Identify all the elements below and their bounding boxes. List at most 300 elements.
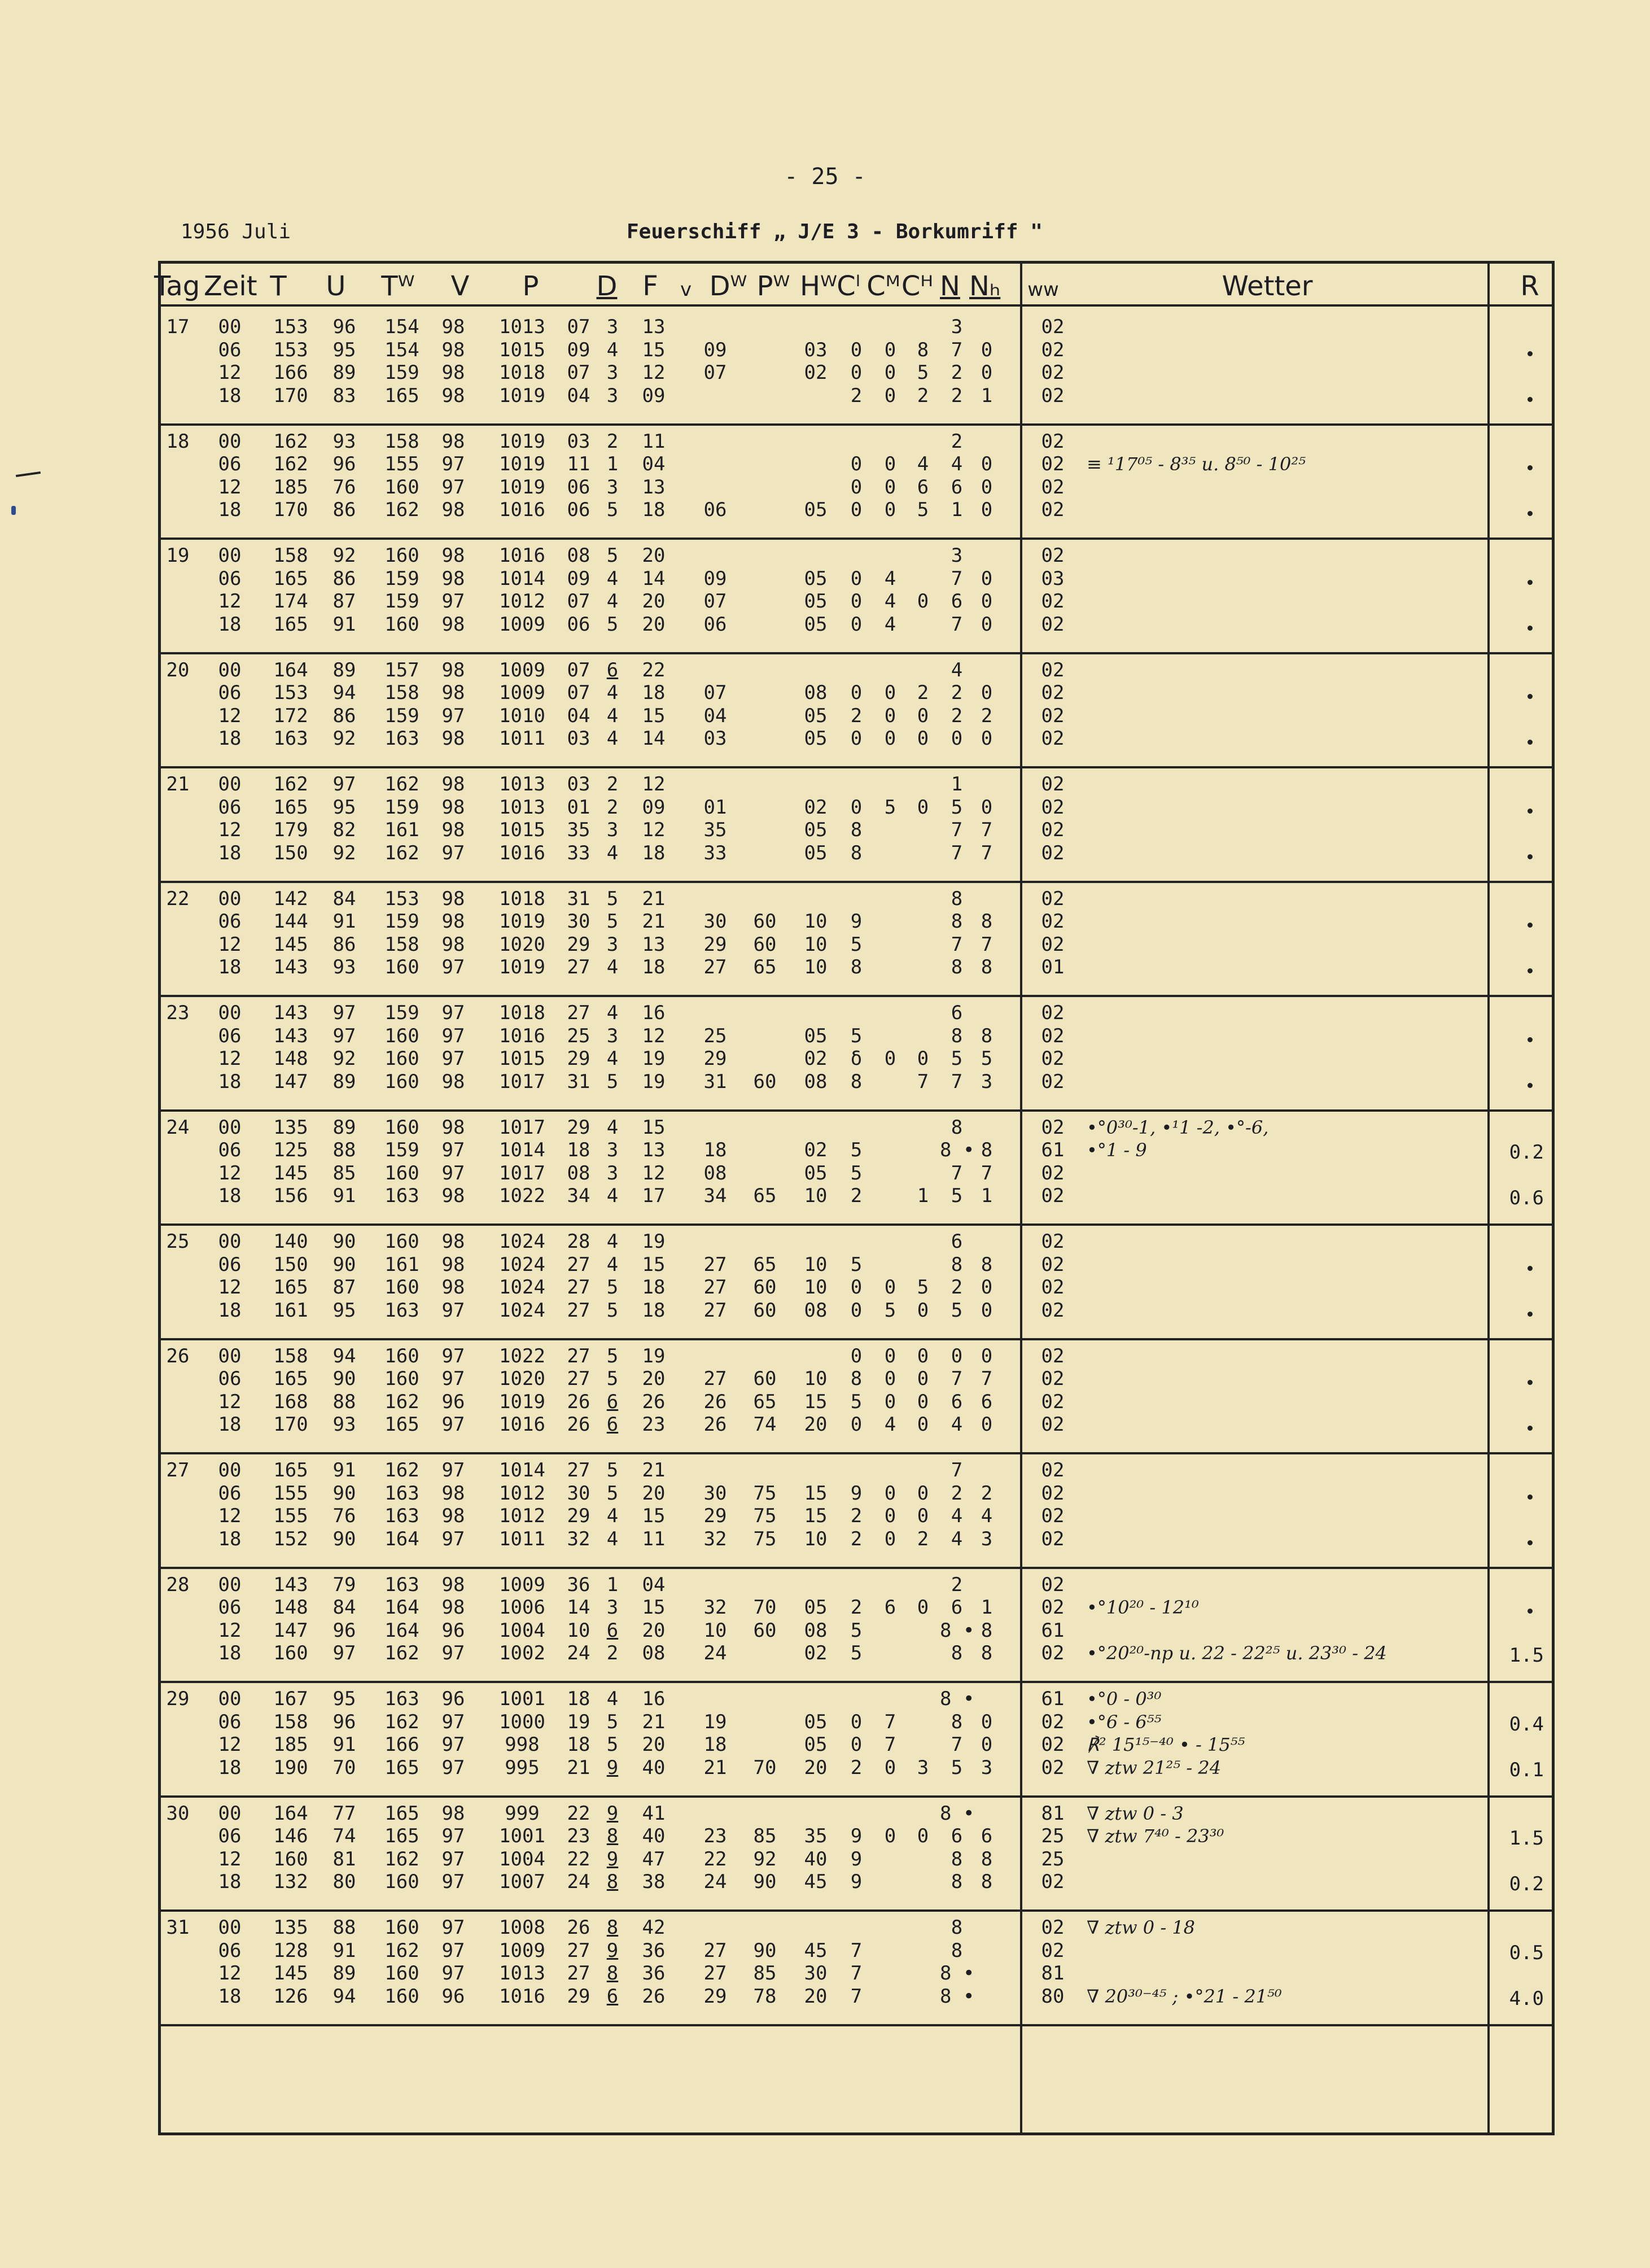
- cell-dw: 04: [703, 704, 727, 727]
- cell-tw: 163: [384, 1573, 419, 1596]
- cell-n: 8 •: [940, 1688, 975, 1710]
- cell-ww: 02: [1041, 338, 1065, 361]
- cell-ch: 0: [917, 1413, 929, 1436]
- cell-ww: 02: [1041, 1024, 1065, 1047]
- cell-p: 1014: [499, 1139, 545, 1161]
- cell-cl: 0: [850, 453, 863, 475]
- cell-t: 185: [273, 475, 308, 499]
- cell-u: 86: [332, 499, 356, 521]
- cell-ww: 01: [1041, 956, 1065, 978]
- cell-cl: 0: [850, 1299, 863, 1322]
- cell-p: 1017: [499, 1116, 545, 1139]
- cell-ww: 02: [1041, 1413, 1065, 1436]
- cell-v: 98: [441, 316, 465, 338]
- weather-remark: ≡ ¹17⁰⁵ - 8³⁵ u. 8⁵⁰ - 10²⁵: [1087, 453, 1306, 475]
- day-number: 29: [166, 1688, 190, 1710]
- cell-v: 98: [441, 567, 465, 590]
- cell-zeit: 18: [218, 384, 242, 407]
- cell-f: 5: [606, 1070, 619, 1093]
- precip-trace-dot: [1528, 351, 1533, 356]
- cell-f: 4: [606, 1527, 619, 1550]
- cell-tw: 162: [384, 499, 419, 521]
- cell-u: 85: [332, 1161, 356, 1185]
- cell-n: 8: [951, 1253, 963, 1276]
- cell-vknots: 15: [642, 1505, 666, 1527]
- cell-v: 96: [441, 1619, 465, 1642]
- cell-tw: 164: [384, 1619, 419, 1642]
- cell-zeit: 00: [218, 1459, 242, 1482]
- col-header-pw: Pᵂ: [756, 270, 790, 302]
- cell-ww: 02: [1041, 1596, 1065, 1619]
- cell-d: 27: [567, 956, 590, 978]
- cell-cm: 6: [884, 1596, 896, 1619]
- cell-hw: 08: [804, 681, 828, 704]
- cell-zeit: 06: [218, 567, 242, 590]
- precip-value: 0.2: [1509, 1873, 1544, 1895]
- cell-f: 5: [606, 613, 619, 636]
- cell-cl: 7: [850, 1939, 863, 1962]
- precip-trace-dot: [1528, 397, 1533, 402]
- cell-ww: 02: [1041, 841, 1065, 864]
- cell-v: 97: [441, 1962, 465, 1985]
- cell-dw: 26: [703, 1413, 727, 1436]
- cell-ch: 0: [917, 1825, 929, 1847]
- cell-cl: 5: [850, 1642, 863, 1664]
- cell-cl: 2: [850, 384, 863, 407]
- cell-t: 147: [273, 1619, 308, 1642]
- precip-trace-dot: [1528, 580, 1533, 585]
- cell-t: 135: [273, 1116, 308, 1139]
- cell-ww: 61: [1041, 1619, 1065, 1642]
- cell-ww: 02: [1041, 1756, 1065, 1779]
- cell-pw: 60: [753, 933, 777, 956]
- cell-d: 29: [567, 1116, 590, 1139]
- cell-n: 3: [951, 544, 963, 567]
- cell-d: 35: [567, 819, 590, 841]
- cell-vknots: 18: [642, 499, 666, 521]
- cell-d: 27: [567, 1939, 590, 1962]
- day-separator: [161, 1223, 1552, 1226]
- cell-dw: 10: [703, 1619, 727, 1642]
- cell-vknots: 15: [642, 338, 666, 361]
- cell-t: 135: [273, 1916, 308, 1939]
- cell-v: 98: [441, 1185, 465, 1207]
- cell-ww: 02: [1041, 1939, 1065, 1962]
- cell-p: 1022: [499, 1344, 545, 1367]
- precip-trace-dot: [1528, 1312, 1533, 1317]
- cell-hw: 10: [804, 1253, 828, 1276]
- cell-f: 4: [606, 1185, 619, 1207]
- cell-ww: 02: [1041, 430, 1065, 453]
- cell-f: 2: [606, 773, 619, 796]
- cell-f: 3: [606, 933, 619, 956]
- cell-u: 86: [332, 933, 356, 956]
- cell-cm: 0: [884, 1482, 896, 1505]
- precip-value: 4.0: [1509, 1987, 1544, 2010]
- cell-hw: 15: [804, 1390, 828, 1413]
- cell-zeit: 06: [218, 1596, 242, 1619]
- cell-pw: 65: [753, 1390, 777, 1413]
- day-number: 17: [166, 316, 190, 338]
- cell-d: 27: [567, 1002, 590, 1024]
- cell-u: 86: [332, 567, 356, 590]
- cell-hw: 35: [804, 1825, 828, 1847]
- cell-f: 1: [606, 453, 619, 475]
- precip-trace-dot: [1528, 1540, 1533, 1545]
- cell-tw: 160: [384, 1962, 419, 1985]
- column-divider-ww: [1020, 264, 1022, 2132]
- cell-ww: 02: [1041, 887, 1065, 910]
- cell-v: 97: [441, 1344, 465, 1367]
- cell-ww: 02: [1041, 910, 1065, 933]
- cell-ch: 2: [917, 1527, 929, 1550]
- cell-v: 96: [441, 1985, 465, 2008]
- cell-pw: 85: [753, 1962, 777, 1985]
- cell-d: 09: [567, 338, 590, 361]
- cell-ww: 25: [1041, 1825, 1065, 1847]
- cell-v: 98: [441, 910, 465, 933]
- cell-n: 2: [951, 430, 963, 453]
- cell-zeit: 18: [218, 1985, 242, 2008]
- cell-vknots: 36: [642, 1962, 666, 1985]
- cell-cl: 0: [850, 681, 863, 704]
- cell-ch: 2: [917, 384, 929, 407]
- cell-p: 1019: [499, 956, 545, 978]
- cell-tw: 160: [384, 613, 419, 636]
- cell-u: 95: [332, 1299, 356, 1322]
- cell-d: 07: [567, 681, 590, 704]
- precip-value: 1.5: [1509, 1644, 1544, 1667]
- cell-p: 1024: [499, 1253, 545, 1276]
- cell-cm: 7: [884, 1733, 896, 1756]
- cell-cl: 0: [850, 613, 863, 636]
- cell-vknots: 15: [642, 1596, 666, 1619]
- cell-cm: 0: [884, 1825, 896, 1847]
- cell-cm: 0: [884, 338, 896, 361]
- cell-vknots: 40: [642, 1825, 666, 1847]
- cell-v: 98: [441, 658, 465, 681]
- cell-cl: 2: [850, 1756, 863, 1779]
- cell-dw: 06: [703, 499, 727, 521]
- cell-t: 153: [273, 338, 308, 361]
- cell-zeit: 12: [218, 361, 242, 384]
- cell-zeit: 06: [218, 338, 242, 361]
- cell-t: 140: [273, 1230, 308, 1253]
- cell-vknots: 04: [642, 1573, 666, 1596]
- cell-dw: 18: [703, 1139, 727, 1161]
- cell-vknots: 42: [642, 1916, 666, 1939]
- cell-tw: 163: [384, 727, 419, 750]
- cell-f: 6: [606, 1413, 619, 1436]
- cell-ww: 02: [1041, 1116, 1065, 1139]
- cell-t: 148: [273, 1047, 308, 1070]
- day-number: 23: [166, 1002, 190, 1024]
- cell-p: 1015: [499, 1047, 545, 1070]
- cell-zeit: 00: [218, 1688, 242, 1710]
- cell-n: 7: [951, 819, 963, 841]
- cell-p: 1012: [499, 1505, 545, 1527]
- cell-u: 96: [332, 1619, 356, 1642]
- cell-nh: 0: [981, 1413, 993, 1436]
- precip-trace-dot: [1528, 854, 1533, 859]
- cell-u: 89: [332, 1116, 356, 1139]
- cell-u: 80: [332, 1871, 356, 1893]
- cell-ww: 80: [1041, 1985, 1065, 2008]
- cell-v: 98: [441, 1596, 465, 1619]
- cell-zeit: 12: [218, 475, 242, 499]
- cell-cm: 5: [884, 796, 896, 819]
- cell-u: 88: [332, 1139, 356, 1161]
- cell-dw: 27: [703, 1939, 727, 1962]
- cell-zeit: 12: [218, 1390, 242, 1413]
- cell-tw: 162: [384, 1459, 419, 1482]
- cell-nh: 3: [981, 1070, 993, 1093]
- cell-dw: 27: [703, 1253, 727, 1276]
- cell-vknots: 13: [642, 1139, 666, 1161]
- cell-n: 8: [951, 956, 963, 978]
- cell-ww: 03: [1041, 567, 1065, 590]
- cell-f: 2: [606, 796, 619, 819]
- cell-ww: 02: [1041, 1527, 1065, 1550]
- cell-d: 14: [567, 1596, 590, 1619]
- cell-v: 97: [441, 1413, 465, 1436]
- cell-u: 93: [332, 956, 356, 978]
- cell-u: 91: [332, 1939, 356, 1962]
- cell-dw: 08: [703, 1161, 727, 1185]
- weather-remark: •°10²⁰ - 12¹⁰: [1087, 1597, 1199, 1618]
- cell-p: 1008: [499, 1916, 545, 1939]
- col-header-ww: ww: [1027, 278, 1059, 301]
- day-separator: [161, 1681, 1552, 1683]
- cell-ww: 02: [1041, 933, 1065, 956]
- cell-ww: 02: [1041, 1344, 1065, 1367]
- cell-cl: 2: [850, 704, 863, 727]
- cell-v: 98: [441, 1276, 465, 1299]
- cell-p: 1015: [499, 819, 545, 841]
- cell-cm: 0: [884, 704, 896, 727]
- cell-p: 1016: [499, 1024, 545, 1047]
- cell-d: 27: [567, 1299, 590, 1322]
- cell-cl: 7: [850, 1985, 863, 2008]
- cell-vknots: 14: [642, 567, 666, 590]
- cell-tw: 158: [384, 430, 419, 453]
- cell-cl: 8: [850, 819, 863, 841]
- cell-f: 5: [606, 1344, 619, 1367]
- precip-trace-dot: [1528, 1266, 1533, 1271]
- cell-zeit: 06: [218, 1710, 242, 1733]
- col-header-zeit: Zeit: [204, 270, 257, 302]
- precip-value: 0.1: [1509, 1758, 1544, 1781]
- cell-f: 4: [606, 1253, 619, 1276]
- cell-ww: 02: [1041, 1505, 1065, 1527]
- cell-cl: 5: [850, 1619, 863, 1642]
- cell-f: 3: [606, 819, 619, 841]
- cell-zeit: 12: [218, 1047, 242, 1070]
- cell-d: 07: [567, 658, 590, 681]
- cell-v: 98: [441, 1802, 465, 1825]
- cell-ch: 0: [917, 1390, 929, 1413]
- cell-v: 97: [441, 841, 465, 864]
- cell-zeit: 12: [218, 704, 242, 727]
- cell-pw: 85: [753, 1825, 777, 1847]
- cell-f: 3: [606, 1139, 619, 1161]
- cell-cl: 2: [850, 1505, 863, 1527]
- cell-v: 97: [441, 1299, 465, 1322]
- precip-trace-dot: [1528, 1609, 1533, 1614]
- precip-trace-dot: [1528, 1494, 1533, 1500]
- weather-remark: ∇ ztw 7⁴⁰ - 23³⁰: [1087, 1825, 1224, 1847]
- cell-v: 97: [441, 1710, 465, 1733]
- col-header-wetter: Wetter: [1222, 270, 1313, 302]
- cell-f: 8: [606, 1916, 619, 1939]
- cell-cl: 0: [850, 1344, 863, 1367]
- cell-ww: 02: [1041, 361, 1065, 384]
- cell-tw: 160: [384, 1161, 419, 1185]
- cell-nh: 0: [981, 1733, 993, 1756]
- cell-tw: 162: [384, 1390, 419, 1413]
- precip-trace-dot: [1528, 626, 1533, 631]
- cell-cm: 0: [884, 361, 896, 384]
- cell-ww: 02: [1041, 1047, 1065, 1070]
- cell-n: 6: [951, 1825, 963, 1847]
- cell-ww: 02: [1041, 384, 1065, 407]
- cell-ww: 02: [1041, 590, 1065, 613]
- cell-tw: 165: [384, 1756, 419, 1779]
- cell-cl: 0: [850, 338, 863, 361]
- cell-p: 999: [505, 1802, 540, 1825]
- cell-nh: 0: [981, 567, 993, 590]
- day-number: 27: [166, 1459, 190, 1482]
- weather-remark: ∇ ztw 0 - 18: [1087, 1917, 1196, 1938]
- cell-zeit: 00: [218, 1344, 242, 1367]
- cell-nh: 1: [981, 384, 993, 407]
- cell-t: 125: [273, 1139, 308, 1161]
- day-number: 28: [166, 1573, 190, 1596]
- cell-n: 7: [951, 1459, 963, 1482]
- cell-f: 8: [606, 1871, 619, 1893]
- cell-cm: 0: [884, 681, 896, 704]
- cell-cl: 0: [850, 475, 863, 499]
- cell-v: 98: [441, 499, 465, 521]
- cell-u: 96: [332, 1710, 356, 1733]
- cell-v: 97: [441, 1871, 465, 1893]
- cell-n: 4: [951, 453, 963, 475]
- cell-ww: 02: [1041, 453, 1065, 475]
- cell-hw: 10: [804, 933, 828, 956]
- cell-cl: 0: [850, 796, 863, 819]
- cell-zeit: 12: [218, 819, 242, 841]
- col-header-v: V: [450, 270, 470, 302]
- cell-zeit: 00: [218, 1916, 242, 1939]
- cell-cl: 9: [850, 910, 863, 933]
- cell-p: 1013: [499, 773, 545, 796]
- precip-trace-dot: [1528, 694, 1533, 699]
- cell-p: 1013: [499, 1962, 545, 1985]
- cell-t: 146: [273, 1825, 308, 1847]
- cell-t: 165: [273, 1459, 308, 1482]
- cell-zeit: 12: [218, 1847, 242, 1871]
- cell-cl: 8: [850, 1070, 863, 1093]
- cell-vknots: 13: [642, 933, 666, 956]
- cell-u: 94: [332, 1344, 356, 1367]
- cell-u: 87: [332, 1276, 356, 1299]
- cell-d: 07: [567, 590, 590, 613]
- cell-u: 76: [332, 475, 356, 499]
- cell-v: 97: [441, 1642, 465, 1664]
- cell-f: 5: [606, 499, 619, 521]
- cell-ww: 02: [1041, 727, 1065, 750]
- cell-vknots: 13: [642, 475, 666, 499]
- cell-f: 5: [606, 1710, 619, 1733]
- cell-n: 0: [951, 727, 963, 750]
- cell-dw: 07: [703, 681, 727, 704]
- cell-pw: 90: [753, 1871, 777, 1893]
- cell-cl: 0: [850, 1710, 863, 1733]
- col-header-v: v: [680, 278, 692, 301]
- cell-u: 87: [332, 590, 356, 613]
- cell-ww: 02: [1041, 1390, 1065, 1413]
- day-number: 20: [166, 658, 190, 681]
- cell-zeit: 12: [218, 590, 242, 613]
- cell-nh: 8: [981, 1642, 993, 1664]
- cell-pw: 90: [753, 1939, 777, 1962]
- cell-d: 27: [567, 1253, 590, 1276]
- cell-u: 90: [332, 1253, 356, 1276]
- cell-d: 03: [567, 773, 590, 796]
- cell-d: 06: [567, 475, 590, 499]
- cell-ww: 02: [1041, 1253, 1065, 1276]
- weather-log-table: [154, 261, 1555, 2135]
- cell-t: 165: [273, 1276, 308, 1299]
- cell-n: 7: [951, 1733, 963, 1756]
- col-header-dw: Dᵂ: [709, 270, 747, 302]
- cell-f: 3: [606, 1161, 619, 1185]
- cell-t: 162: [273, 430, 308, 453]
- cell-hw: 05: [804, 1161, 828, 1185]
- cell-pw: 60: [753, 1367, 777, 1390]
- cell-cl: 5: [850, 1390, 863, 1413]
- cell-t: 168: [273, 1390, 308, 1413]
- cell-tw: 163: [384, 1185, 419, 1207]
- cell-f: 9: [606, 1802, 619, 1825]
- cell-zeit: 00: [218, 430, 242, 453]
- cell-zeit: 18: [218, 1299, 242, 1322]
- cell-n: 5: [951, 1185, 963, 1207]
- cell-n: 8 •: [940, 1619, 975, 1642]
- cell-cm: 0: [884, 499, 896, 521]
- cell-zeit: 00: [218, 658, 242, 681]
- weather-remark: ℟² 15¹⁵⁻⁴⁰ • - 15⁵⁵: [1087, 1734, 1245, 1755]
- cell-zeit: 18: [218, 613, 242, 636]
- cell-zeit: 06: [218, 1825, 242, 1847]
- cell-tw: 159: [384, 567, 419, 590]
- cell-dw: 30: [703, 910, 727, 933]
- cell-zeit: 00: [218, 1802, 242, 1825]
- cell-d: 25: [567, 1024, 590, 1047]
- cell-pw: 92: [753, 1847, 777, 1871]
- cell-t: 153: [273, 316, 308, 338]
- cell-v: 97: [441, 475, 465, 499]
- cell-cl: 9: [850, 1871, 863, 1893]
- cell-v: 98: [441, 384, 465, 407]
- cell-nh: 8: [981, 1847, 993, 1871]
- cell-p: 1009: [499, 613, 545, 636]
- cell-n: 4: [951, 1505, 963, 1527]
- cell-tw: 163: [384, 1505, 419, 1527]
- cell-ww: 02: [1041, 316, 1065, 338]
- cell-tw: 159: [384, 796, 419, 819]
- cell-f: 3: [606, 1596, 619, 1619]
